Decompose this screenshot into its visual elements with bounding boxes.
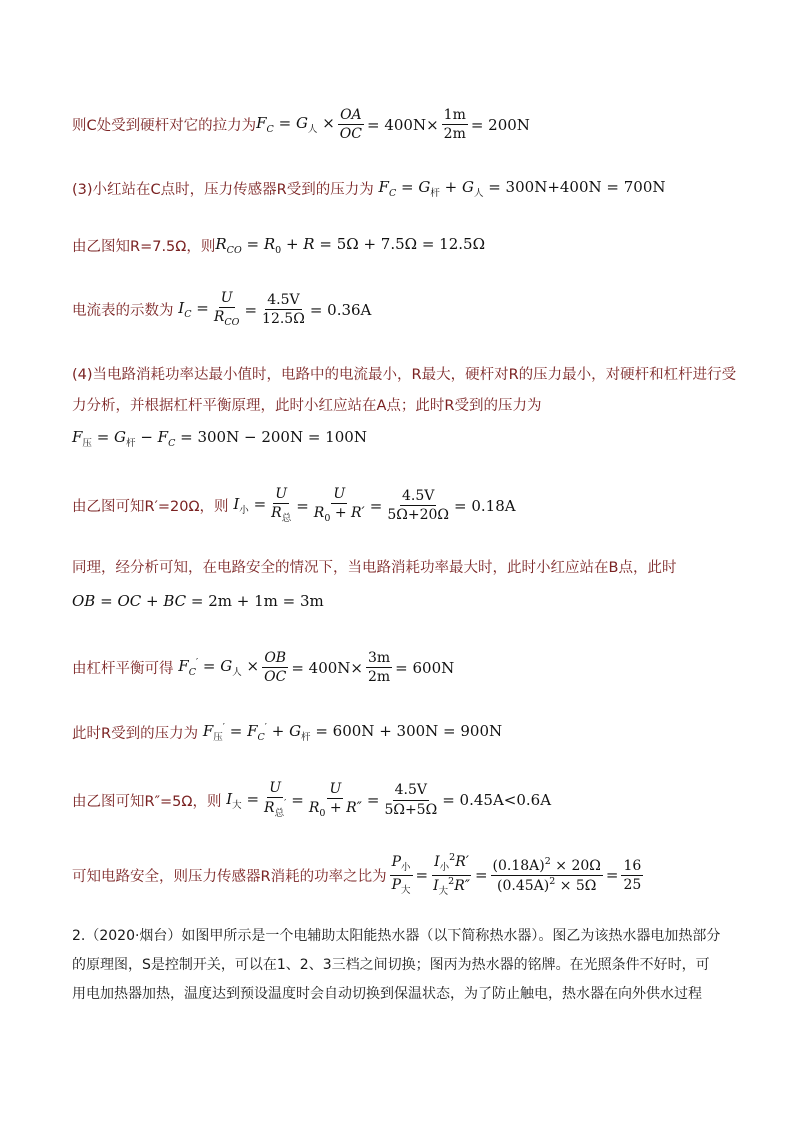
answer-text: (3)小红站在C点时，压力传感器R受到的压力为 — [72, 182, 374, 198]
answer-line-5 — [72, 363, 736, 384]
answer-text: 由乙图可知R′=20Ω，则 — [72, 499, 229, 515]
answer-text: (4)当电路消耗功率达最小值时，电路中的电流最小，R最大，硬杆对R的压力最小，对硬杆和杠杆进行受 — [72, 367, 737, 383]
formula-force-sum: $F_C = G_杆 + G_人 = 300N+400N = 700N$ — [378, 178, 666, 199]
fraction-u-rco: $\frac{U}{R_{CO}}$ — [213, 290, 240, 329]
answer-line-12 — [72, 722, 502, 743]
answer-text: 可知电路安全，则压力传感器R消耗的功率之比为 — [72, 868, 387, 885]
formula-force-press: $F_压 = G_杆 - F_C = 300N - 200N = 100N$ — [72, 428, 367, 449]
answer-line-6 — [72, 394, 542, 415]
fraction-oa-oc: $\frac{OA}{OC}$ — [339, 107, 362, 143]
answer-line-8: 由乙图可知R′=20Ω，则 $I_小$ = $\frac{U}{R_总}$ = $\frac{U}{R_0 + R'}$ = $\frac{4.5V}{5\Omega+20\Omega}$ = 0.18A — [72, 486, 516, 525]
answer-text: 由乙图可知R″=5Ω，则 — [72, 793, 222, 810]
answer-text: 则C处受到硬杆对它的拉力为 — [72, 118, 257, 135]
answer-text: 由乙图知R=7.5Ω，则 — [72, 239, 216, 255]
answer-line-2 — [72, 178, 666, 199]
answer-text: 由杠杆平衡可得 — [72, 661, 174, 678]
answer-line-11: 由杠杆平衡可得 $F_C' = G_人$ × $\frac{OB}{OC}$ = 400N× $\frac{3m}{2m}$ = 600N — [72, 650, 455, 686]
fraction-1m-2m: $\frac{1m}{2m}$ — [443, 107, 466, 143]
formula-resistance: $R_{CO} = R_0 + R = 5\Omega + 7.5\Omega = 12.5\Omega$ — [215, 235, 486, 256]
answer-text: 电流表的示数为 — [72, 303, 174, 319]
question-2: 2.（2020·烟台）如图甲所示是一个电辅助太阳能热水器（以下简称热水器）。图乙为该热水器电加热部分的原理图，S是控制开关，可以在1、2、3三档之间切换；图丙为热水器的铭牌。在光照条件不好时，可用电加热器加热，温度达到预设温度时会自动切换到保温状态，为了防止触电，热水器在向外供水过程 — [72, 928, 721, 1002]
formula-force-c: $F_C = G_人$ × — [256, 114, 335, 136]
formula-force-press-max: $F_压' = F_C' + G_杆 = 600N + 300N = 900N$ — [202, 722, 503, 743]
answer-line-4: 电流表的示数为 $I_C$ = $\frac{U}{R_{CO}}$ = $\frac{4.5V}{12.5\Omega}$ = 0.36A — [72, 290, 372, 329]
answer-line-1: 则C处受到硬杆对它的拉力为 $F_C = G_人$ × $\frac{OA}{OC}$ = 400N× $\frac{1m}{2m}$ = 200N — [72, 107, 530, 143]
answer-line-9 — [72, 556, 676, 577]
answer-line-10 — [72, 592, 324, 610]
answer-text: 力分析，并根据杠杆平衡原理，此时小红应站在A点；此时R受到的压力为 — [72, 398, 542, 414]
answer-text: 同理，经分析可知，在电路安全的情况下，当电路消耗功率最大时，此时小红应站在B点，此时 — [72, 560, 677, 576]
answer-line-13: 由乙图可知R″=5Ω，则 $I_大$ = $\frac{U}{R_总'}$ = $\frac{U}{R_0 + R''}$ = $\frac{4.5V}{5\Omega+5\Omega}$ = 0.45A<0.6A — [72, 780, 552, 820]
formula-ob: OB = OC + BC = 2m + 1m = 3m — [72, 592, 324, 610]
fraction-45v-125: $\frac{4.5V}{12.5\Omega}$ — [262, 291, 305, 327]
answer-text: 此时R受到的压力为 — [72, 726, 199, 742]
answer-line-7 — [72, 428, 367, 449]
answer-line-3 — [72, 235, 485, 256]
answer-line-14: 可知电路安全，则压力传感器R消耗的功率之比为 $\frac{P_小}{P_大}$ = $\frac{I_小^2R'}{I_大^2R''}$ = $\frac{(0.18A)^2 \times 20\Omega}{(0.45A)^2 \times 5\Omega}$ = $\frac{16}{25}$ — [72, 852, 642, 897]
